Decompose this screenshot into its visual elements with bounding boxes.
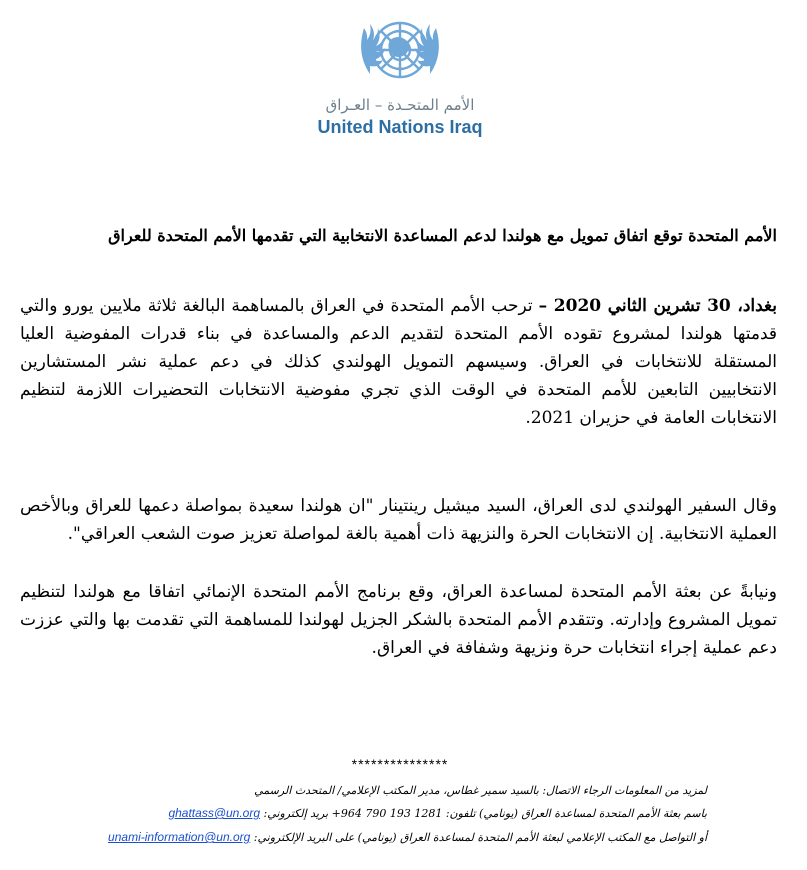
paragraph-3: ونيابةً عن بعثة الأمم المتحدة لمساعدة العراق، وقع برنامج الأمم المتحدة الإنمائي اتفاقا مع هولندا لتنظيم تمويل المشروع وإدارته. وتتقدم الأمم المتحدة بالشكر الجزيل لهولندا للمساهمة التي تقدمت بها والتي عززت دعم عملية إجراء انتخابات حرة ونزيهة وشفافة في العراق.	[20, 582, 777, 658]
footer-phone-text: باسم بعثة الأمم المتحدة لمساعدة العراق (يونامي) تلفون: 1281 193 790 964+ بريد إلكتروني:	[263, 807, 707, 820]
email-link-ghattass[interactable]: ghattass@un.org	[168, 806, 261, 820]
paragraph-1	[20, 292, 777, 432]
footer-email-line	[87, 830, 707, 844]
paragraph-1-body: ترحب الأمم المتحدة في العراق بالمساهمة البالغة ثلاثة ملايين يورو والتي قدمتها هولندا لمشروع تقوده الأمم المتحدة لتقديم الدعم والمساعدة في بناء قدرات المفوضية العليا المستقلة للانتخابات في العراق. وسيسهم التمويل الهولندي كذلك في دعم عملية نشر المستشارين الانتخابيين التابعين للأمم المتحدة في الوقت الذي تجري مفوضية الانتخابات التحضيرات اللازمة لتنظيم الانتخابات العامة في حزيران 2021.	[20, 296, 777, 428]
org-name-english: United Nations Iraq	[317, 117, 483, 137]
un-emblem-icon	[350, 6, 450, 96]
dateline: بغداد، 30 تشرين الثاني 2020 –	[538, 296, 777, 316]
email-link-unami-information[interactable]: unami-information@un.org	[108, 830, 251, 844]
org-name-arabic: الأمم المتحـدة – العـراق	[325, 96, 475, 114]
footer-phone-line	[87, 806, 707, 820]
paragraph-2: وقال السفير الهولندي لدى العراق، السيد ميشيل رينتينار "ان هولندا سعيدة بمواصلة دعمها للعراق وبالأخص العملية الانتخابية. إن الانتخابات الحرة والنزيهة ذات أهمية بالغة لمواصلة تعزيز صوت الشعب العراقي".	[20, 496, 777, 544]
footer-contact-line: لمزيد من المعلومات الرجاء الاتصال: بالسيد سمير غطاس، مدير المكتب الإعلامي/ المتحدث الرسمي	[254, 784, 707, 797]
separator: ***************	[351, 756, 449, 772]
press-release-title: الأمم المتحدة توقع اتفاق تمويل مع هولندا لدعم المساعدة الانتخابية التي تقدمها الأمم المتحدة للعراق	[108, 226, 777, 245]
footer-email-text: أو التواصل مع المكتب الإعلامي لبعثة الأمم المتحدة لمساعدة العراق (يونامي) على البريد الإلكتروني:	[253, 831, 707, 844]
